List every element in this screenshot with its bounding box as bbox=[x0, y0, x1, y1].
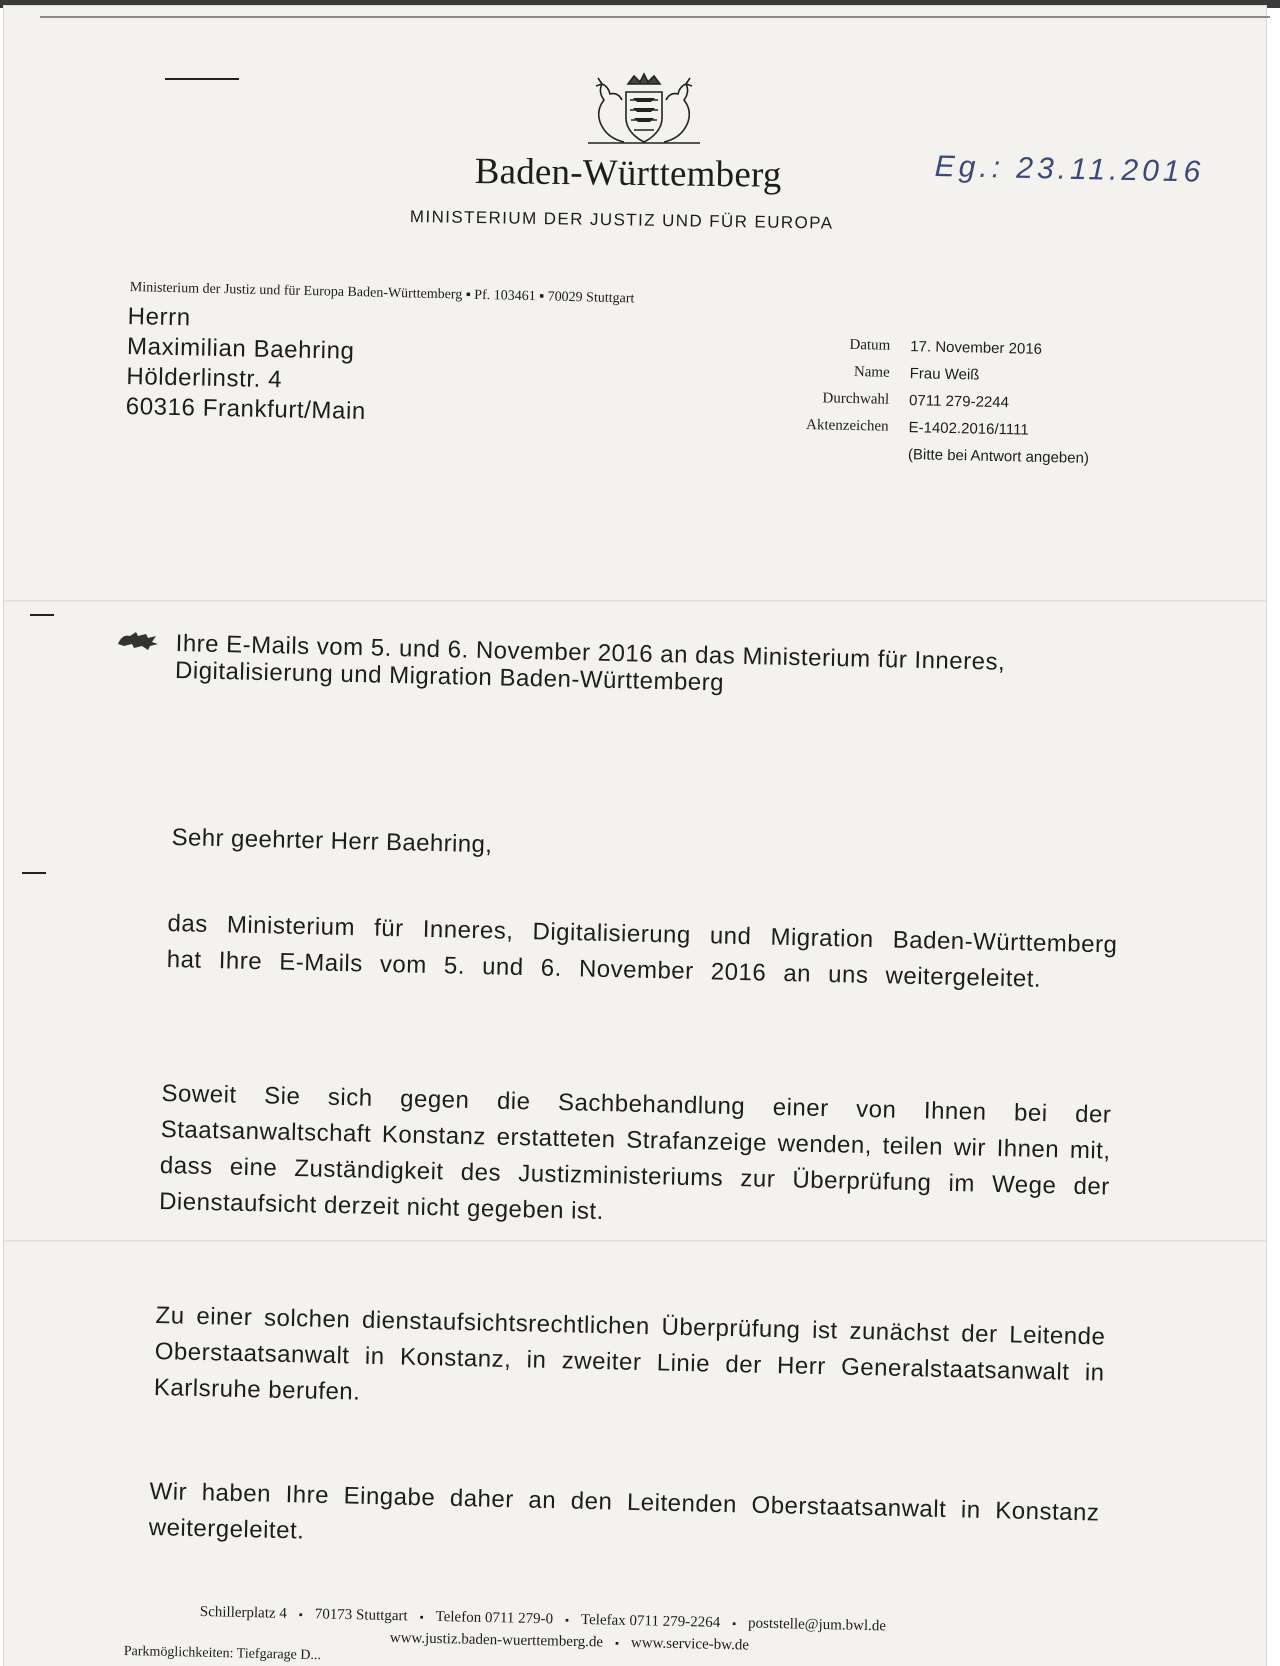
datum-value: 17. November 2016 bbox=[910, 338, 1043, 358]
fold-mark bbox=[165, 78, 239, 80]
letter-subject: Ihre E-Mails vom 5. und 6. November 2016 an das Ministerium für Inneres, Digitalisierung und Migration Baden-Württemberg bbox=[174, 630, 1006, 697]
coat-of-arms-icon bbox=[578, 70, 710, 146]
body-paragraph: Soweit Sie sich gegen die Sachbehandlung einer von Ihnen bei der Staatsanwaltschaft Konstanz erstatteten Strafanzeige wenden, teilen wir Ihnen mit, dass eine Zuständigkeit des Justizministeriums zur Überprüfung im Wege der Dienstaufsicht derzeit nicht gegeben ist. bbox=[158, 1079, 1112, 1226]
footer-web-line: www.justiz.baden-wuerttemberg.de ▪ www.service-bw.de bbox=[389, 1630, 750, 1654]
lion-icon bbox=[116, 630, 160, 650]
aktenzeichen-label: Aktenzeichen bbox=[805, 416, 889, 435]
body-paragraph: Zu einer solchen dienstaufsichtsrechtlichen Überprüfung ist zunächst der Leitende Oberstaatsanwalt in Konstanz, in zweiter Linie der Herr Generalstaatsanwalt in Karlsruhe berufen. bbox=[153, 1301, 1106, 1406]
body-paragraph: das Ministerium für Inneres, Digitalisierung und Migration Baden-Württemberg hat Ihre E-Mails vom 5. und 6. November 2016 an uns weitergeleitet. bbox=[166, 909, 1118, 993]
ministry-name: MINISTERIUM DER JUSTIZ UND FÜR EUROPA bbox=[409, 207, 834, 233]
letter-metadata bbox=[805, 336, 1091, 477]
aktenzeichen-value: E-1402.2016/1111 bbox=[908, 419, 1029, 439]
state-name: Baden-Württemberg bbox=[474, 150, 782, 196]
durchwahl-label: Durchwahl bbox=[822, 390, 890, 408]
footer-address: Schillerplatz 4 bbox=[199, 1604, 288, 1622]
body-paragraph: Wir haben Ihre Eingabe daher an den Leitenden Oberstaatsanwalt in Konstanz weitergeleitet. bbox=[148, 1477, 1100, 1545]
durchwahl-value: 0711 279-2244 bbox=[908, 392, 1010, 412]
footer-web-service: www.service-bw.de bbox=[630, 1635, 750, 1654]
recipient-name: Maximilian Baehring bbox=[126, 332, 355, 365]
greeting: Sehr geehrter Herr Baehring, bbox=[171, 824, 493, 859]
footer-city: 70173 Stuttgart bbox=[314, 1606, 408, 1625]
footer-fax: Telefax 0711 279-2264 bbox=[580, 1611, 721, 1631]
fold-line bbox=[4, 600, 1266, 602]
datum-label: Datum bbox=[849, 336, 891, 354]
recipient-street: Hölderlinstr. 4 bbox=[126, 362, 283, 394]
name-value: Frau Weiß bbox=[909, 365, 980, 384]
footer-web-justiz: www.justiz.baden-wuerttemberg.de bbox=[389, 1630, 604, 1651]
recipient-address bbox=[125, 302, 368, 427]
fold-mark bbox=[30, 614, 54, 616]
name-label: Name bbox=[853, 363, 890, 381]
recipient-city: 60316 Frankfurt/Main bbox=[125, 392, 367, 426]
footer-phone: Telefon 0711 279-0 bbox=[435, 1608, 554, 1628]
reference-note: (Bitte bei Antwort angeben) bbox=[907, 446, 1090, 467]
punch-mark bbox=[22, 872, 46, 874]
footer-contact-line: Schillerplatz 4 ▪ 70173 Stuttgart ▪ Telefon 0711 279-0 ▪ Telefax 0711 279-2264 ▪ poststelle@jum.bwl.de bbox=[199, 1604, 887, 1635]
recipient-salutation: Herrn bbox=[127, 302, 191, 332]
received-date-note: Eg.: 23.11.2016 bbox=[934, 150, 1205, 189]
footer-parking-line: Parkmöglichkeiten: Tiefgarage D... bbox=[123, 1644, 322, 1664]
page-edge-line bbox=[40, 16, 1270, 18]
sender-return-address: Ministerium der Justiz und für Europa Baden-Württemberg ▪ Pf. 103461 ▪ 70029 Stuttgart bbox=[129, 280, 635, 307]
footer-email: poststelle@jum.bwl.de bbox=[747, 1615, 887, 1635]
